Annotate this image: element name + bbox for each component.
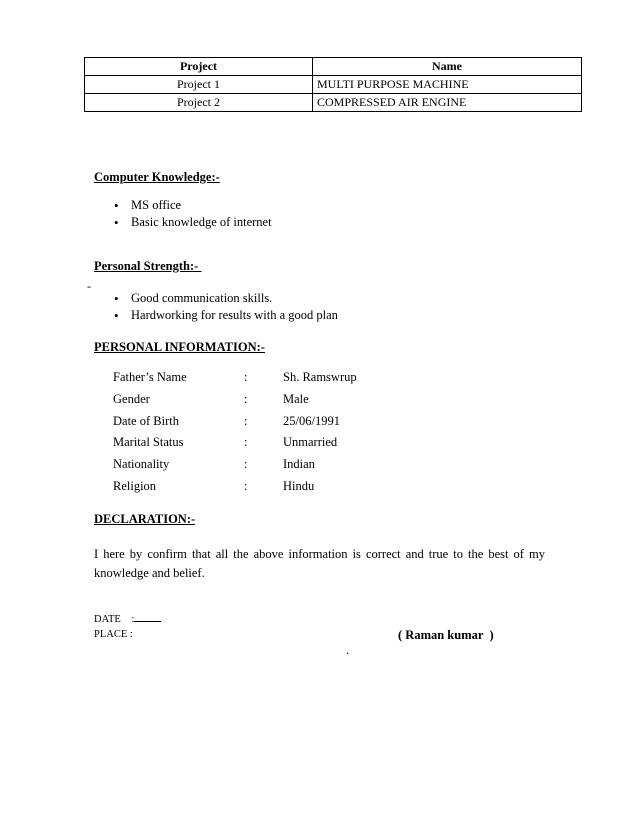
date-label: DATE : [94,614,135,625]
info-separator: : [244,435,248,450]
date-blank [134,612,161,622]
table-header-name: Name [313,58,582,76]
table-cell-project: Project 2 [85,94,313,112]
info-value: 25/06/1991 [283,413,340,428]
info-value: Unmarried [283,435,338,450]
info-value: Indian [283,457,315,472]
table-row [85,94,582,112]
info-label: Religion [113,478,157,493]
info-value: Sh. Ramswrup [283,370,357,384]
personal-strength-heading: Personal Strength:- [94,259,202,273]
declaration-text: I here by confirm that all the above information is correct and true to the best of my knowledge and belief. [94,547,545,580]
info-separator: : [244,413,248,428]
info-label: Gender [113,391,150,406]
list-item: • MS office [114,197,272,214]
table-row [85,76,582,94]
date-line [94,612,161,625]
info-label: Nationality [113,457,170,472]
list-item: • Good communication skills. [114,290,338,307]
info-value: Hindu [283,478,315,493]
info-separator: : [244,391,248,406]
info-label: Father’s Name [113,370,187,384]
table-header-project: Project [85,58,313,76]
table-cell-project: Project 1 [85,76,313,94]
info-label: Date of Birth [113,413,179,428]
projects-table [84,57,582,112]
info-value: Male [283,391,309,406]
stray-dash: - [87,279,91,293]
info-separator: : [244,457,248,472]
personal-information-heading: PERSONAL INFORMATION:- [94,340,265,354]
signature-name: ( Raman kumar ) [398,628,494,642]
table-header-row [85,58,582,76]
info-separator: : [244,478,248,493]
info-separator: : [244,370,248,384]
computer-knowledge-heading: Computer Knowledge:- [94,170,220,184]
personal-strength-list [114,290,338,324]
info-label: Marital Status [113,435,184,450]
declaration-heading: DECLARATION:- [94,512,196,526]
computer-knowledge-list [114,197,272,231]
list-item: • Basic knowledge of internet [114,214,272,231]
trailing-dot: . [346,643,349,657]
table-cell-name: COMPRESSED AIR ENGINE [313,94,582,112]
place-label: PLACE : [94,629,133,640]
table-cell-name: MULTI PURPOSE MACHINE [313,76,582,94]
list-item: • Hardworking for results with a good plan [114,307,338,324]
